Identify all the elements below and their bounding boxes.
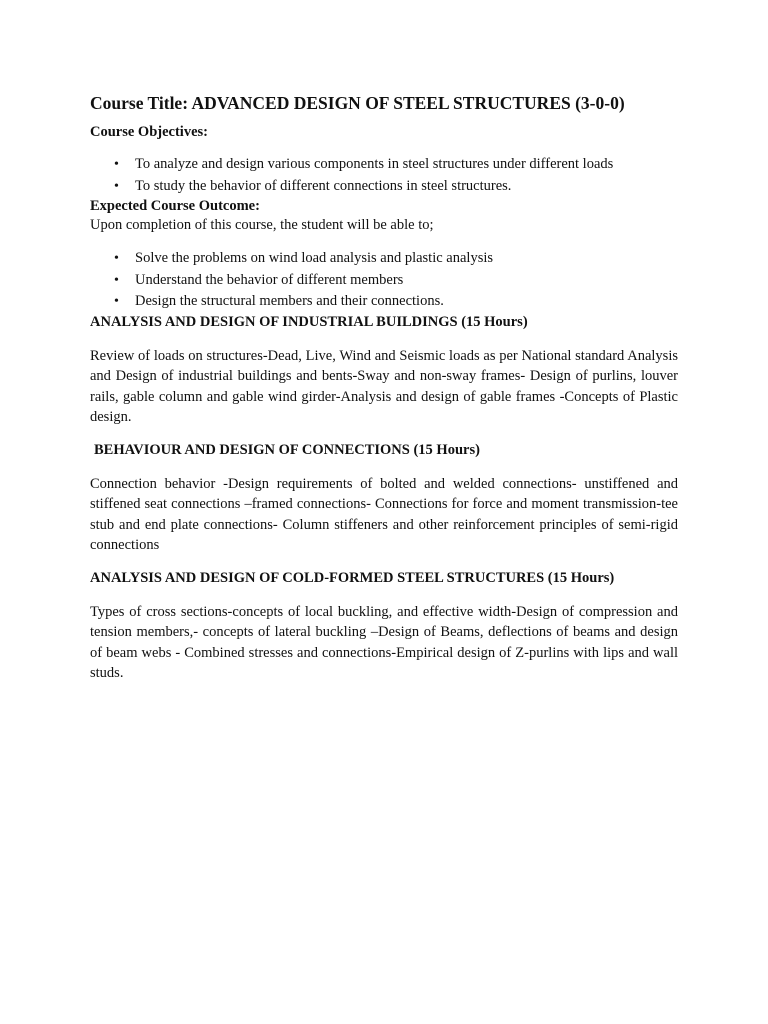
outcome-intro: Upon completion of this course, the student will be able to; (90, 217, 434, 233)
objectives-list (90, 154, 678, 197)
course-title-label: Course Title: (90, 93, 189, 113)
list-item (90, 291, 678, 313)
section-body-connections: Connection behavior -Design requirements of bolted and welded connections- unstiffened and stiffened seat connections –framed connections- Connections for force and moment transmission-tee stub and end plate connections- Column stiffeners and other reinforcement principles of semi-rigid connections (90, 475, 678, 553)
bullet-icon: • (114, 272, 119, 288)
section-heading-cold-formed: ANALYSIS AND DESIGN OF COLD-FORMED STEEL STRUCTURES (15 Hours) (90, 569, 615, 586)
section-heading-industrial-buildings: ANALYSIS AND DESIGN OF INDUSTRIAL BUILDINGS (15 Hours) (90, 313, 528, 330)
outcome-heading: Expected Course Outcome: (90, 198, 260, 214)
document-page (90, 92, 678, 697)
section-heading-connections: BEHAVIOUR AND DESIGN OF CONNECTIONS (15 Hours) (94, 441, 480, 458)
list-item (90, 154, 678, 176)
bullet-icon: • (114, 178, 119, 194)
bullet-icon: • (114, 294, 119, 309)
outcome-text: Solve the problems on wind load analysis and plastic analysis (135, 250, 494, 266)
objective-text: To analyze and design various components in steel structures under different loads (135, 156, 614, 172)
outcome-text: Understand the behavior of different members (135, 271, 404, 288)
list-item (90, 248, 678, 270)
section-body-cold-formed: Types of cross sections-concepts of local buckling, and effective width-Design of compression and tension members,- concepts of lateral buckling –Design of Beams, deflections of beams and design of beam webs - Combined stresses and connections-Empirical design of Z-purlins with lips and wall studs. (90, 603, 678, 681)
outcome-text: Design the structural members and their connections. (135, 293, 444, 309)
bullet-icon: • (114, 157, 119, 172)
course-title (90, 92, 678, 114)
outcomes-list (90, 248, 678, 313)
course-title-value: ADVANCED DESIGN OF STEEL STRUCTURES (3-0-0) (191, 93, 625, 113)
objectives-heading: Course Objectives: (90, 124, 208, 140)
list-item (90, 176, 678, 198)
section-body-industrial-buildings: Review of loads on structures-Dead, Live, Wind and Seismic loads as per National standard Analysis and Design of industrial buildings and bents-Sway and non-sway frames- Design of purlins, louver rails, gable column and gable wind girder-Analysis and design of gable frames -Concepts of Plastic design. (90, 347, 678, 425)
bullet-icon: • (114, 251, 119, 266)
objective-text: To study the behavior of different connections in steel structures. (135, 177, 512, 194)
list-item (90, 270, 678, 292)
